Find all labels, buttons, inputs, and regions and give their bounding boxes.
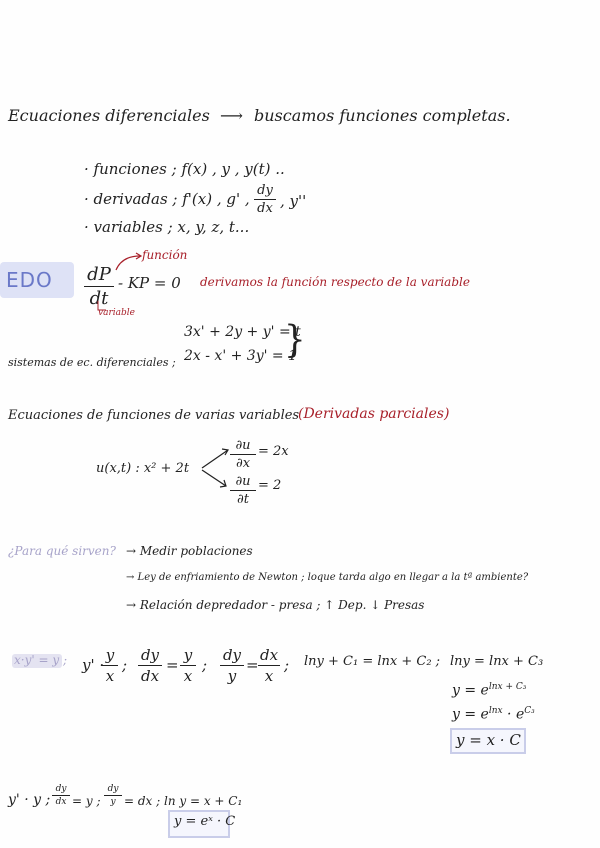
fraction-den: ∂x (235, 456, 251, 471)
fraction-num: ∂u (235, 438, 251, 453)
sep-3: ; (284, 656, 290, 674)
fraction-den: ∂t (237, 492, 249, 507)
fraction-dy-y-2 (104, 784, 122, 807)
d2-value: = 2 (258, 478, 282, 493)
fraction-dy-dx-2 (138, 646, 162, 685)
usos-item1: → Medir poblaciones (126, 544, 253, 558)
eq-1: = (166, 656, 179, 674)
usos-item3: → Relación depredador - presa ; ↑ Dep. ↓ Presas (126, 598, 425, 612)
sistemas-label: sistemas de ec. diferenciales ; (8, 356, 176, 369)
fraction-num: dy (257, 183, 273, 198)
fraction-den: dx (140, 667, 160, 685)
fraction-den: x (105, 667, 115, 685)
ejemplo2-lead: y' · y ; (8, 792, 51, 808)
fraction-bar (230, 454, 256, 455)
sistema-eq1: 3x' + 2y + y' = t (184, 324, 301, 340)
edo-tag: EDO (6, 268, 53, 292)
fraction-du-dt (230, 474, 256, 507)
fraction-den: x (264, 667, 274, 685)
fraction-num: dy (140, 646, 160, 664)
fraction-num: y (105, 646, 115, 664)
fraction-dy-y (220, 646, 244, 685)
fraction-bar (254, 199, 276, 200)
branch-arrows-icon (200, 444, 232, 492)
fraction-bar (52, 795, 70, 796)
bullet-derivadas-tail: , y'' (280, 192, 307, 210)
eq-2: = (246, 656, 259, 674)
title-arrow: ⟶ (220, 106, 243, 125)
edo-rest: - KP = 0 (118, 274, 181, 292)
fraction-bar (230, 490, 256, 491)
ejemplo1-step1 (452, 682, 526, 699)
fraction-dy-dx-3 (52, 784, 70, 807)
parciales-heading: Ecuaciones de funciones de varias variables (8, 408, 300, 423)
fraction-num: y (183, 646, 193, 664)
fraction-den: x (183, 667, 193, 685)
fraction-num: dy (107, 784, 119, 794)
ejemplo2-t2: = dx ; ln y = x + C₁ (124, 794, 243, 808)
step2-mid: · e (502, 706, 525, 723)
bullet-variables: · variables ; x, y, z, t... (84, 218, 250, 236)
sistema-eq2: 2x - x' + 3y' = 1 (184, 348, 298, 364)
fraction-bar (220, 665, 244, 666)
fraction-den: dx (55, 797, 67, 807)
fraction-den: dx (257, 201, 273, 216)
fraction-bar (102, 665, 118, 666)
usos-item2: → Ley de enfriamiento de Newton ; loque tarda algo en llegar a la tª ambiente? (126, 572, 529, 583)
fraction-bar (258, 665, 280, 666)
ejemplo2-result: y = eˣ · C (174, 814, 236, 829)
edo-note: derivamos la función respecto de la variable (200, 275, 470, 289)
sep-1: ; (122, 656, 128, 674)
fraction-num: dy (55, 784, 67, 794)
brace-icon: } (284, 318, 306, 362)
ejemplo1-log2: lny = lnx + C₃ (450, 654, 544, 669)
fraction-bar (180, 665, 196, 666)
fraction-bar (84, 286, 114, 287)
step2-exp2: C₃ (524, 706, 535, 716)
funcion-arrow-icon (112, 250, 146, 274)
parciales-note: (Derivadas parciales) (298, 406, 450, 422)
fraction-den: dt (89, 288, 109, 309)
fraction-den: y (110, 797, 116, 807)
ejemplo1-log1: lny + C₁ = lnx + C₂ ; (304, 654, 441, 669)
ejemplo1-yprime: y' · (82, 656, 105, 674)
fraction-num: dx (259, 646, 279, 664)
bullet-derivadas: · derivadas ; f'(x) , g' , (84, 190, 250, 208)
fraction-du-dx (230, 438, 256, 471)
ejemplo1-result: y = x · C (456, 731, 521, 749)
fraction-y-x-2 (180, 646, 196, 685)
fraction-bar (138, 665, 162, 666)
d1-value: = 2x (258, 444, 289, 459)
ejemplo2-t1: = y ; (72, 794, 101, 808)
title-right: buscamos funciones completas. (254, 106, 511, 125)
title-left: Ecuaciones diferenciales (8, 106, 210, 125)
step1-base: y = e (452, 682, 489, 699)
variable-label: variable (98, 308, 135, 318)
step1-exp: lnx + C₃ (488, 682, 527, 692)
sep-2: ; (202, 656, 208, 674)
fraction-dx-x (258, 646, 280, 685)
fraction-y-x-1 (102, 646, 118, 685)
variable-arrow-icon (96, 300, 108, 314)
bullet-funciones: · funciones ; f(x) , y , y(t) .. (84, 160, 285, 178)
funcion-label: función (142, 248, 188, 262)
fraction-num: dP (87, 264, 111, 285)
u-definition: u(x,t) : x² + 2t (96, 461, 190, 476)
step2-exp: lnx (488, 706, 503, 716)
fraction-dy-dx (254, 183, 276, 216)
step2-base: y = e (452, 706, 489, 723)
fraction-den: y (227, 667, 237, 685)
ejemplo1-lead: x·y' = y ; (14, 653, 67, 667)
fraction-num: ∂u (235, 474, 251, 489)
fraction-bar (104, 795, 122, 796)
fraction-num: dy (222, 646, 242, 664)
ejemplo1-step2 (452, 706, 535, 723)
usos-question: ¿Para qué sirven? (8, 544, 116, 558)
